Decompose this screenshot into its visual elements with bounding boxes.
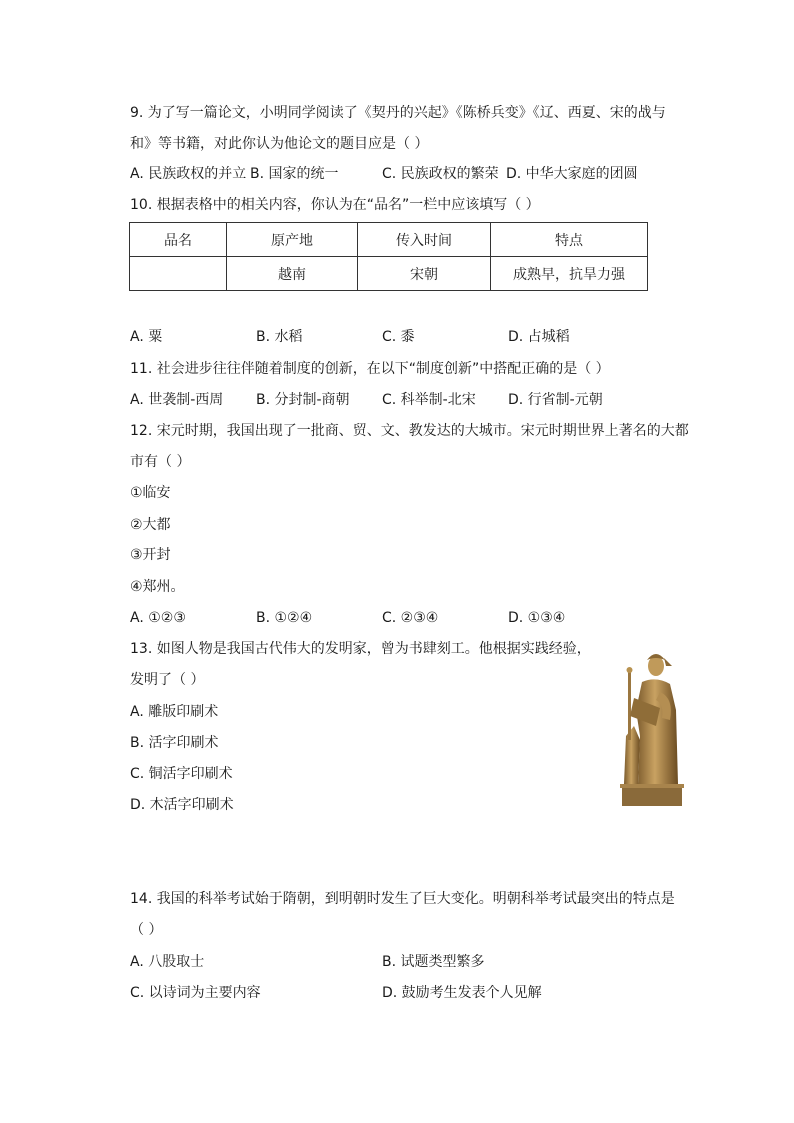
table-header-cell: 特点	[491, 223, 648, 257]
q11-option-a: A. 世袭制-西周	[130, 392, 224, 408]
q12-item-1: ①临安	[130, 485, 171, 501]
q14-option-b: B. 试题类型繁多	[382, 954, 485, 970]
q13-stem-line1: 13. 如图人物是我国古代伟大的发明家，曾为书肆刻工。他根据实践经验，	[130, 641, 591, 657]
q12-item-4: ④郑州。	[130, 579, 185, 595]
table-header-cell: 品名	[130, 223, 227, 257]
q9-option-c: C. 民族政权的繁荣	[382, 166, 499, 182]
bi-sheng-statue-icon	[616, 640, 696, 810]
q13-stem-line2: 发明了（ ）	[130, 672, 205, 688]
q13-option-c: C. 铜活字印刷术	[130, 766, 233, 782]
q14-option-d: D. 鼓励考生发表个人见解	[382, 985, 542, 1001]
q14-option-a: A. 八股取士	[130, 954, 205, 970]
q12-item-2: ②大都	[130, 517, 171, 533]
q13-option-b: B. 活字印刷术	[130, 735, 219, 751]
table-cell: 成熟早，抗旱力强	[491, 257, 648, 291]
q14-stem-line2: （ ）	[130, 922, 163, 938]
table-cell: 宋朝	[358, 257, 491, 291]
q13-option-a: A. 雕版印刷术	[130, 704, 219, 720]
q14-option-c: C. 以诗词为主要内容	[130, 985, 261, 1001]
q9-stem-line1: 9. 为了写一篇论文，小明同学阅读了《契丹的兴起》《陈桥兵变》《辽、西夏、宋的战与	[130, 105, 666, 121]
q11-option-c: C. 科举制-北宋	[382, 392, 476, 408]
q9-stem-line2: 和》等书籍，对此你认为他论文的题目应是（ ）	[130, 136, 429, 152]
q10-stem: 10. 根据表格中的相关内容，你认为在“品名”一栏中应该填写（ ）	[130, 197, 540, 213]
table-row	[130, 257, 648, 291]
table-cell	[130, 257, 227, 291]
q9-option-d: D. 中华大家庭的团圆	[506, 166, 638, 182]
q12-stem-line2: 市有（ ）	[130, 454, 191, 470]
table-header-cell: 原产地	[227, 223, 358, 257]
q11-option-d: D. 行省制-元朝	[508, 392, 603, 408]
q10-table	[129, 222, 648, 291]
q11-stem: 11. 社会进步往往伴随着制度的创新，在以下“制度创新”中搭配正确的是（ ）	[130, 361, 610, 377]
q12-option-c: C. ②③④	[382, 610, 439, 626]
q13-option-d: D. 木活字印刷术	[130, 797, 234, 813]
q10-option-b: B. 水稻	[256, 329, 303, 345]
q10-option-c: C. 黍	[382, 329, 415, 345]
q9-option-b: B. 国家的统一	[250, 166, 339, 182]
table-cell: 越南	[227, 257, 358, 291]
q12-option-b: B. ①②④	[256, 610, 313, 626]
q12-stem-line1: 12. 宋元时期，我国出现了一批商、贸、文、教发达的大城市。宋元时期世界上著名的大都	[130, 423, 689, 439]
q12-option-a: A. ①②③	[130, 610, 186, 626]
q12-item-3: ③开封	[130, 547, 171, 563]
table-header-row	[130, 223, 648, 257]
q10-option-d: D. 占城稻	[508, 329, 570, 345]
q9-option-a: A. 民族政权的并立	[130, 166, 247, 182]
q11-option-b: B. 分封制-商朝	[256, 392, 350, 408]
table-header-cell: 传入时间	[358, 223, 491, 257]
q14-stem-line1: 14. 我国的科举考试始于隋朝，到明朝时发生了巨大变化。明朝科举考试最突出的特点是	[130, 891, 675, 907]
q12-option-d: D. ①③④	[508, 610, 566, 626]
q10-option-a: A. 粟	[130, 329, 163, 345]
